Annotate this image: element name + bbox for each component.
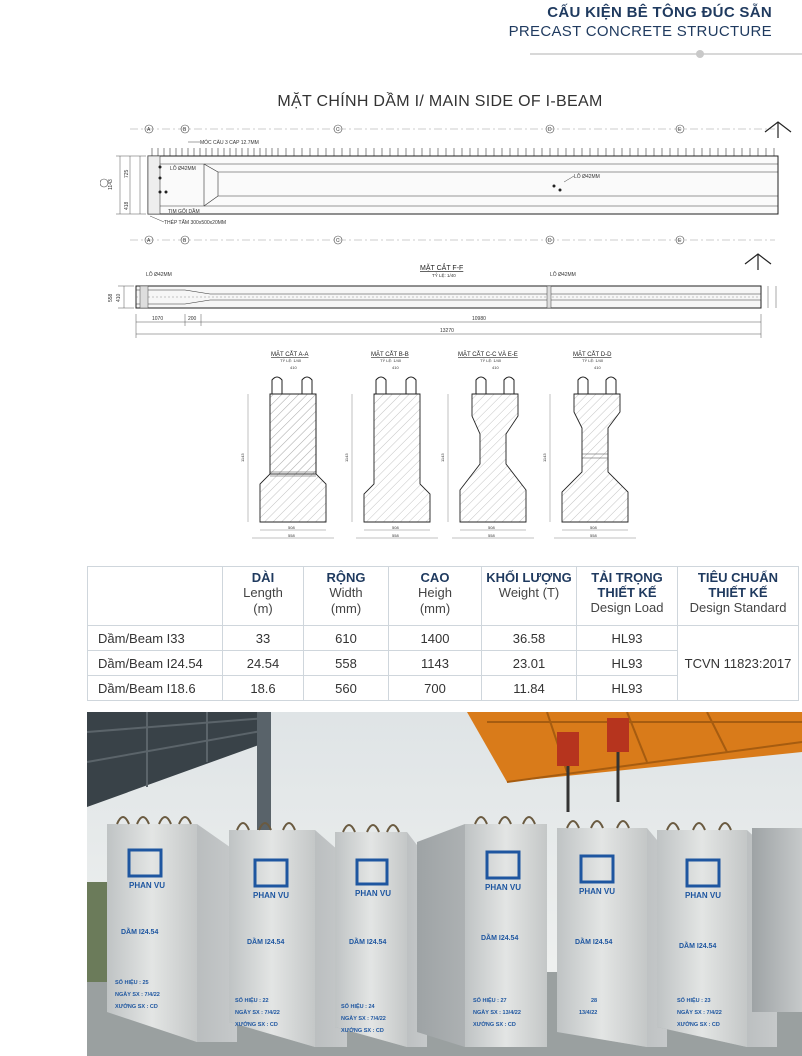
photo-workshop-6: XƯỞNG SX : CD — [677, 1022, 720, 1028]
beam-name: Dầm/Beam I24.54 — [88, 651, 223, 676]
photo-brand-6: PHAN VU — [685, 891, 722, 900]
svg-text:1143: 1143 — [542, 453, 547, 462]
beam-length: 18.6 — [223, 676, 304, 701]
table-row — [88, 626, 799, 651]
beam-design-load: HL93 — [577, 651, 678, 676]
photo-date-6: NGÀY SX : 7/4/22 — [677, 1010, 722, 1016]
section-cc-title: MẶT CẮT C-C VÀ E-E — [458, 352, 518, 358]
axis-label-b-bottom: B — [183, 238, 187, 244]
table-header-design-load: TẢI TRỌNG THIẾT KẾ Design Load — [577, 567, 678, 626]
table-header-length: DÀI Length (m) — [223, 567, 304, 626]
section-ff-drawing — [100, 252, 802, 344]
section-aa-bottom-a: 508 — [288, 525, 295, 530]
photo-serial-2: SỐ HIỆU : 22 — [235, 998, 269, 1004]
section-ff-dim-1070: 1070 — [152, 316, 164, 322]
beam-height: 1143 — [389, 651, 482, 676]
photo-brand-4: PHAN VU — [485, 883, 522, 892]
photo-brand-1: PHAN VU — [129, 881, 166, 890]
beam-height: 1400 — [389, 626, 482, 651]
section-bb-scale: TỶ LỆ: 1/40 — [380, 358, 402, 363]
beam-design-load: HL93 — [577, 676, 678, 701]
section-ff-hole-right: LỖ Ø42MM — [550, 272, 576, 278]
beam-name: Dầm/Beam I33 — [88, 626, 223, 651]
beam-width: 560 — [304, 676, 389, 701]
axis-label-b-top: B — [183, 127, 187, 133]
beam-spec-table — [87, 566, 799, 701]
axis-label-d-top: D — [548, 127, 552, 133]
photo-workshop-4: XƯỞNG SX : CD — [473, 1022, 516, 1028]
axis-label-e-bottom: E — [678, 238, 682, 244]
beam-width: 558 — [304, 651, 389, 676]
section-ff-dim-200: 200 — [188, 316, 197, 322]
photo-workshop-3: XƯỞNG SX : CD — [341, 1028, 384, 1034]
section-cc-bottom-b: 558 — [488, 533, 495, 538]
section-dd-bottom-b: 558 — [590, 533, 597, 538]
table-header-name — [88, 567, 223, 626]
photo-workshop-2: XƯỞNG SX : CD — [235, 1022, 278, 1028]
svg-text:558: 558 — [108, 293, 114, 302]
header-title-vi: CẤU KIỆN BÊ TÔNG ĐÚC SẴN — [547, 4, 772, 21]
cross-sections-drawing — [230, 344, 650, 544]
section-cc-ee — [440, 350, 534, 538]
beam-design-load: HL93 — [577, 626, 678, 651]
svg-text:1143: 1143 — [440, 453, 445, 462]
photo-beam-mark-2: DẦM I24.54 — [247, 939, 285, 946]
section-ff-title: MẶT CẮT F-F — [420, 265, 464, 272]
beam-weight: 11.84 — [482, 676, 577, 701]
photo-brand-5: PHAN VU — [579, 887, 616, 896]
section-dd-bottom-a: 508 — [590, 525, 597, 530]
header-divider-dot — [696, 50, 704, 58]
svg-text:1143: 1143 — [240, 453, 245, 462]
photo-date-1: NGÀY SX : 7/4/22 — [115, 992, 160, 998]
precast-beams-photo — [87, 712, 802, 1056]
note-hole-right: LỖ Ø42MM — [574, 174, 600, 180]
svg-text:1143: 1143 — [108, 179, 114, 190]
beam-height: 700 — [389, 676, 482, 701]
note-bearing-plate: THÉP TẤM 300x500x20MM — [164, 220, 227, 226]
section-dd-title: MẶT CẮT D-D — [573, 352, 612, 358]
beam-name: Dầm/Beam I18.6 — [88, 676, 223, 701]
photo-serial-1: SỐ HIỆU : 25 — [115, 980, 149, 986]
section-dd-top-dim: 410 — [594, 365, 601, 370]
photo-brand-2: PHAN VU — [253, 891, 290, 900]
axis-label-e-top: E — [678, 127, 682, 133]
photo-beam-mark-1: DẦM I24.54 — [121, 929, 159, 936]
section-bb-bottom-b: 558 — [392, 533, 399, 538]
axis-label-a-bottom: A — [147, 238, 151, 244]
photo-serial-6: SỐ HIỆU : 23 — [677, 998, 711, 1004]
photo-serial-4: SỐ HIỆU : 27 — [473, 998, 507, 1004]
section-bb-top-dim: 410 — [392, 365, 399, 370]
beam-weight: 23.01 — [482, 651, 577, 676]
note-hole-left: LỖ Ø42MM — [170, 166, 196, 172]
section-ff-dim-13270: 13270 — [440, 328, 454, 334]
note-lifting-cable: MÓC CẨU 3 CAP 12.7MM — [200, 140, 259, 146]
page-header — [509, 4, 772, 40]
header-title-en: PRECAST CONCRETE STRUCTURE — [508, 23, 772, 40]
table-header-row — [88, 567, 799, 626]
section-ff-hole-left: LỖ Ø42MM — [146, 272, 172, 278]
section-bb-title: MẶT CẮT B-B — [371, 352, 409, 358]
i-beam-elevation-drawing — [100, 120, 802, 250]
table-header-width: RỘNG Width (mm) — [304, 567, 389, 626]
photo-date-4: NGÀY SX : 13/4/22 — [473, 1010, 521, 1016]
photo-date-2: NGÀY SX : 7/4/22 — [235, 1010, 280, 1016]
section-aa-title: MẶT CẮT A-A — [271, 352, 309, 358]
drawing-title: MẶT CHÍNH DẦM I/ MAIN SIDE OF I-BEAM — [277, 93, 603, 110]
section-ff-dim-10980: 10980 — [472, 316, 486, 322]
section-dd-scale: TỶ LỆ: 1/40 — [582, 358, 604, 363]
section-dd — [542, 350, 636, 538]
svg-text:410: 410 — [116, 293, 122, 302]
photo-brand-3: PHAN VU — [355, 889, 392, 898]
section-cc-bottom-a: 508 — [488, 525, 495, 530]
table-header-height: CAO Heigh (mm) — [389, 567, 482, 626]
axis-label-a-top: A — [147, 127, 151, 133]
photo-beam-mark-6: DẦM I24.54 — [679, 943, 717, 950]
axis-label-c-top: C — [336, 127, 340, 133]
photo-beam-mark-4: DẦM I24.54 — [481, 935, 519, 942]
section-bb-bottom-a: 508 — [392, 525, 399, 530]
beam-length: 24.54 — [223, 651, 304, 676]
photo-workshop-1: XƯỞNG SX : CD — [115, 1004, 158, 1010]
header-divider — [530, 53, 802, 55]
table-header-design-standard: TIÊU CHUẨN THIẾT KẾ Design Standard — [678, 567, 799, 626]
svg-text:418: 418 — [124, 201, 130, 210]
photo-beam-mark-5: DẦM I24.54 — [575, 939, 613, 946]
axis-label-c-bottom: C — [336, 238, 340, 244]
section-aa-bottom-b: 558 — [288, 533, 295, 538]
photo-date-3: NGÀY SX : 7/4/22 — [341, 1016, 386, 1022]
section-aa-top-dim: 410 — [290, 365, 297, 370]
table-header-weight: KHỐI LƯỢNG Weight (T) — [482, 567, 577, 626]
photo-serial-5: 28 — [591, 998, 598, 1004]
photo-beam-mark-3: DẦM I24.54 — [349, 939, 387, 946]
section-bb — [344, 350, 438, 538]
section-cc-top-dim: 410 — [492, 365, 499, 370]
design-standard: TCVN 11823:2017 — [678, 626, 799, 701]
beam-weight: 36.58 — [482, 626, 577, 651]
section-cc-scale: TỶ LỆ: 1/40 — [480, 358, 502, 363]
photo-serial-3: SỐ HIỆU : 24 — [341, 1004, 375, 1010]
photo-date-5: 13/4/22 — [579, 1010, 598, 1016]
section-ff-scale: TỶ LỆ: 1/40 — [432, 273, 456, 278]
svg-text:1143: 1143 — [344, 453, 349, 462]
section-aa — [240, 350, 334, 538]
note-bearing-center: TIM GỐI DẦM — [168, 209, 200, 215]
beam-width: 610 — [304, 626, 389, 651]
section-aa-scale: TỶ LỆ: 1/40 — [280, 358, 302, 363]
beam-length: 33 — [223, 626, 304, 651]
svg-text:725: 725 — [124, 169, 130, 178]
axis-label-d-bottom: D — [548, 238, 552, 244]
